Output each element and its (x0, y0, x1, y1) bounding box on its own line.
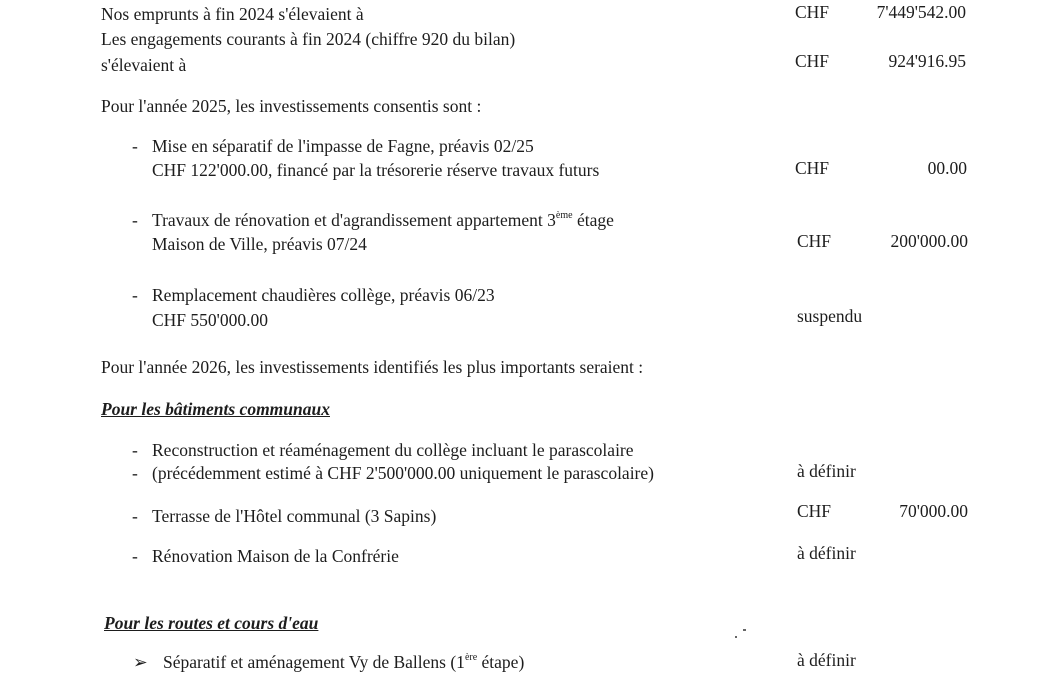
item-subtext: CHF 122'000.00, financé par la trésorerie réserve travaux futurs (152, 160, 600, 180)
item-subtext: Maison de Ville, préavis 07/24 (152, 234, 367, 254)
section-2026-intro: Pour l'année 2026, les investissements identifiés les plus importants seraient : (101, 357, 644, 377)
list-item (132, 136, 534, 157)
item-amount: 200'000.00 (890, 231, 968, 251)
arrow-bullet-icon: ➢ (133, 652, 148, 672)
item-text-part: Séparatif et aménagement Vy de Ballens (1 (163, 652, 465, 672)
section-2025-intro: Pour l'année 2025, les investissements consentis sont : (101, 96, 482, 116)
roads-heading: Pour les routes et cours d'eau (104, 613, 319, 633)
item-text: Terrasse de l'Hôtel communal (3 Sapins) (152, 506, 437, 526)
list-item (132, 506, 436, 527)
item-subtext: CHF 550'000.00 (152, 310, 268, 330)
debt-text: Nos emprunts à fin 2024 s'élevaient à (101, 4, 364, 24)
liabilities-text-line1: Les engagements courants à fin 2024 (chiffre 920 du bilan) (101, 29, 516, 49)
item-text-part: étage (572, 210, 614, 230)
list-item (132, 546, 399, 567)
liabilities-currency: CHF (795, 51, 830, 71)
item-text-part: Travaux de rénovation et d'agrandissement appartement 3 (152, 210, 556, 230)
item-status: à définir (797, 543, 856, 563)
list-item (132, 440, 634, 461)
debt-amount: 7'449'542.00 (876, 2, 966, 22)
item-text-part: étape) (477, 652, 525, 672)
superscript: ème (555, 210, 573, 221)
debt-currency: CHF (795, 2, 830, 22)
liabilities-text-line2: s'élevaient à (101, 55, 187, 75)
item-currency: CHF (797, 501, 832, 521)
item-status: suspendu (797, 306, 863, 326)
item-text: (précédemment estimé à CHF 2'500'000.00 uniquement le parascolaire) (152, 463, 654, 483)
item-text: Mise en séparatif de l'impasse de Fagne, préavis 02/25 (152, 136, 534, 156)
list-dash: - (132, 463, 138, 483)
item-amount: 70'000.00 (899, 501, 968, 521)
item-status: à définir (797, 650, 856, 670)
scan-speck (735, 636, 737, 638)
superscript: ère (464, 652, 478, 663)
list-item (132, 285, 495, 306)
list-dash: - (132, 440, 138, 460)
list-dash: - (132, 285, 138, 305)
item-status: à définir (797, 461, 856, 481)
list-item (132, 210, 614, 231)
list-dash: - (132, 506, 138, 526)
list-dash: - (132, 210, 138, 230)
list-item (132, 463, 654, 484)
item-text: Rénovation Maison de la Confrérie (152, 546, 399, 566)
list-dash: - (132, 546, 138, 566)
item-text: Reconstruction et réaménagement du collège incluant le parascolaire (152, 440, 634, 460)
scan-speck (743, 629, 746, 631)
item-currency: CHF (797, 231, 832, 251)
list-dash: - (132, 136, 138, 156)
list-item (133, 652, 524, 673)
item-text: Remplacement chaudières collège, préavis 06/23 (152, 285, 495, 305)
item-currency: CHF (795, 158, 830, 178)
buildings-heading: Pour les bâtiments communaux (101, 399, 330, 419)
item-amount: 00.00 (927, 158, 967, 178)
liabilities-amount: 924'916.95 (888, 51, 966, 71)
